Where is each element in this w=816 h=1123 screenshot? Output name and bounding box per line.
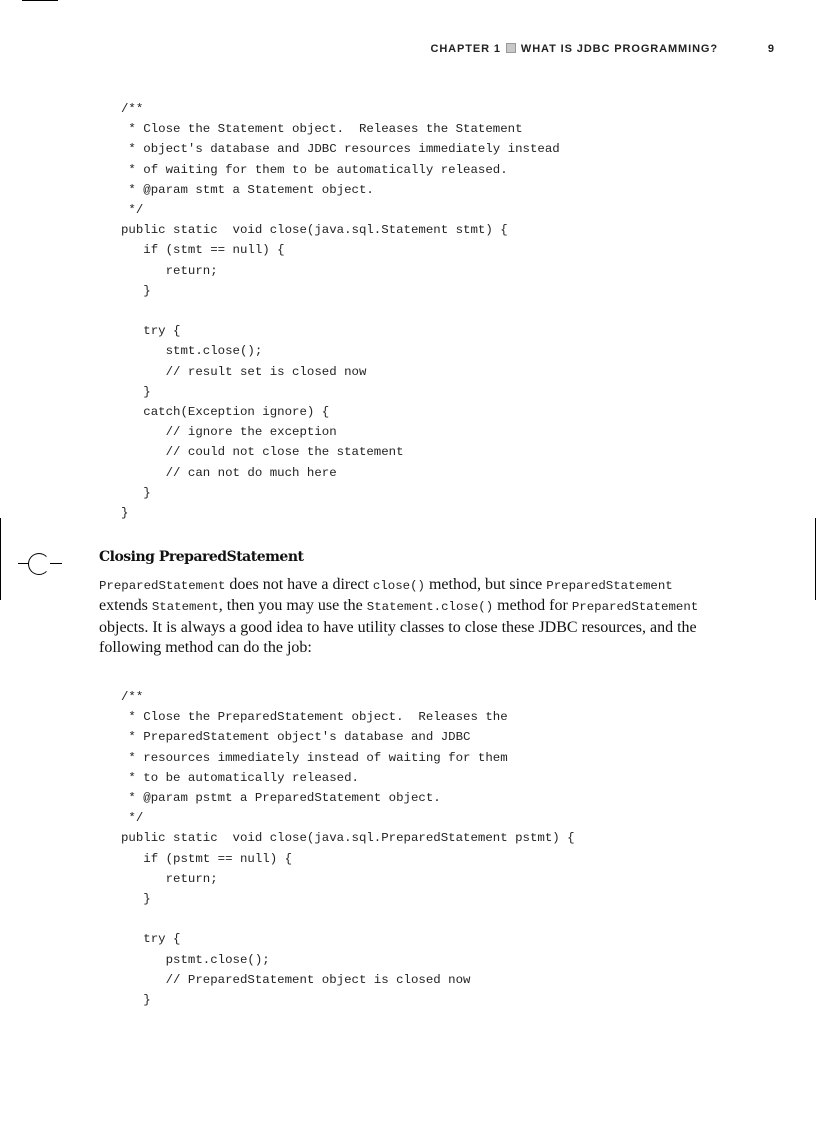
paragraph-text: does not have a direct <box>225 576 373 593</box>
inline-code: close() <box>372 579 425 593</box>
code-block-close-statement: /** * Close the Statement object. Releases the Statement * object's database and JDBC resources immediately instead * of waiting for them to be automatically released. * @param stmt a Statement object. */ public static void close(java.sql.Statement stmt) { if (stmt == null) { return; } try { stmt.close(); // result set is closed now } catch(Exception ignore) { // ignore the exception // could not close the statement // can not do much here } } <box>121 102 560 521</box>
section-paragraph <box>99 575 719 659</box>
paragraph-text: method, but since <box>424 576 547 593</box>
inline-code: Statement <box>151 600 219 615</box>
inline-code: PreparedStatement <box>546 579 673 593</box>
separator-square-icon <box>506 43 516 53</box>
crop-mark-top <box>22 0 58 1</box>
section-heading: Closing PreparedStatement <box>99 549 304 565</box>
code-block-close-prepared-statement: /** * Close the PreparedStatement object. Releases the * PreparedStatement object's database and JDBC * resources immediately instead of waiting for them * to be automatically released. * @param pstmt a PreparedStatement object. */ public static void close(java.sql.PreparedStatement pstmt) { if (pstmt == null) { return; } try { pstmt.close(); // PreparedStatement object is closed now } <box>121 690 575 1008</box>
chapter-title: WHAT IS JDBC PROGRAMMING? <box>520 43 718 55</box>
inline-code: PreparedStatement <box>571 600 699 615</box>
paragraph-text: extends <box>99 597 152 615</box>
inline-code: Statement.close() <box>366 600 494 615</box>
paragraph-text: objects. It is always a good idea to have utility classes to close these JDBC resources, and the following method can do the job: <box>99 618 697 657</box>
chapter-label: CHAPTER 1 <box>430 43 501 55</box>
paragraph-text: , then you may use the <box>218 597 367 615</box>
paragraph-text: method for <box>493 597 572 615</box>
margin-rule-left <box>0 518 1 600</box>
running-header <box>380 43 718 55</box>
inline-code: PreparedStatement <box>99 579 226 593</box>
page-number: 9 <box>767 43 774 55</box>
registration-mark-circle <box>28 553 50 575</box>
